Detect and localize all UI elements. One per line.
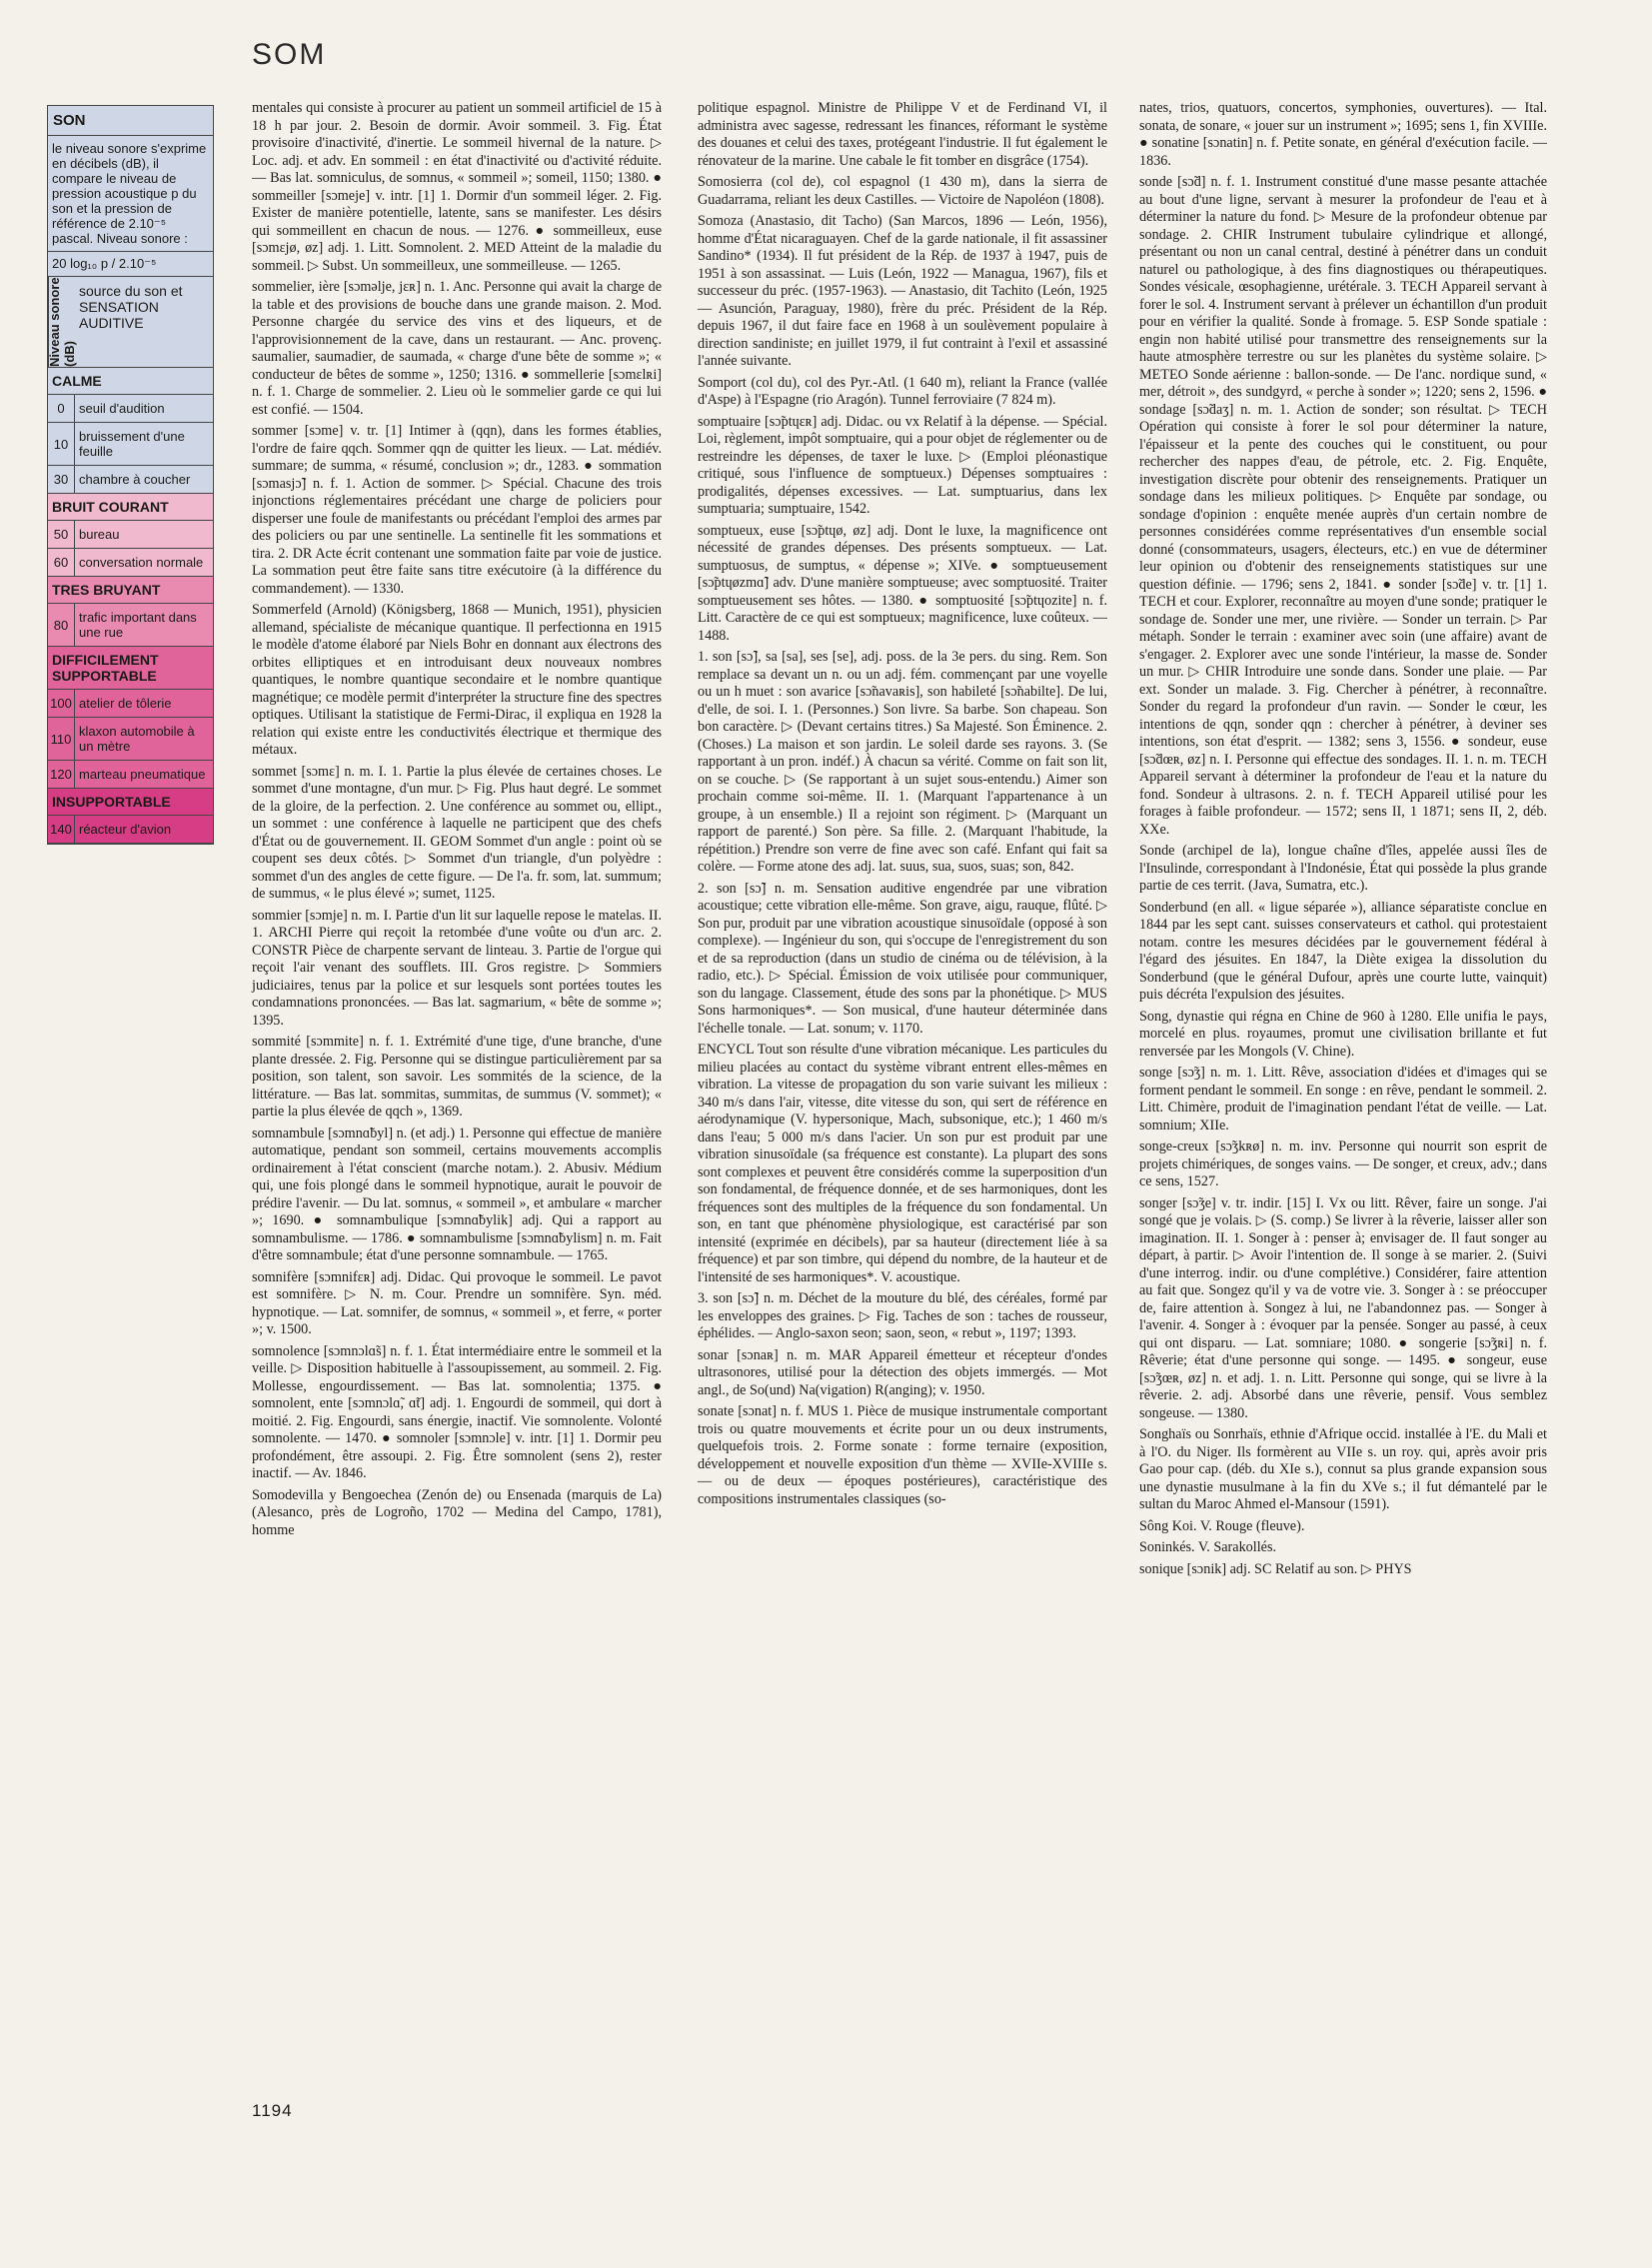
dictionary-entry: sommité [sɔmmite] n. f. 1. Extrémité d'une tige, d'une branche, d'une plante dressée. 2. Fig. Personne qui se distingue particulièrement par sa position, son talent, son savoir. Les sommités de la science, de la littérature. — Bas lat. sommitas, summitas, de summus (V. sommet); « partie la plus élevée de qqch », 1369.	[252, 1034, 662, 1120]
dictionary-entry: sommelier, ière [sɔməlje, jɛʀ] n. 1. Anc. Personne qui avait la charge de la table et des provisions de bouche dans une grande maison. 2. Mod. Personne chargée du service des vins et des liqueurs, et de l'approvisionnement de la cave, dans un restaurant. — Anc. provenç. saumalier, saumadier, de saumada, « charge d'une bête de somme »; « conducteur de bêtes de somme », 1250; 1316. ● sommellerie [sɔmɛlʀi] n. f. 1. Charge de sommelier. 2. Lieu où le sommelier garde ce qui lui est confié. — 1504.	[252, 279, 662, 418]
sidebar-level-row	[48, 395, 213, 423]
dictionary-entry: sonar [sɔnaʀ] n. m. MAR Appareil émetteur et récepteur d'ondes ultrasonores, utilisé pour la détection des objets immergés. — Mot angl., de So(und) Na(vigation) R(anging); v. 1950.	[698, 1346, 1107, 1398]
column-1	[252, 100, 662, 1543]
sidebar-definition: le niveau sonore s'exprime en décibels (dB), il compare le niveau de pression acoustique p du son et la pression de référence de 2.10⁻⁵ pascal. Niveau sonore :	[48, 136, 213, 252]
dictionary-entry: Sông Koi. V. Rouge (fleuve).	[1139, 1517, 1305, 1534]
dictionary-entry: somnambule [sɔmnɑ̃byl] n. (et adj.) 1. Personne qui effectue de manière automatique, pendant son sommeil, certains mouvements accomplis ordinairement à l'état conscient (marche notam.). 2. Abusiv. Médium qui, une fois plongé dans le sommeil hypnotique, aurait le pouvoir de prédire l'avenir. — Du lat. somnus, « sommeil », et ambulare « marcher »; 1690. ● somnambulique [sɔmnɑ̃bylik] adj. Qui a rapport au somnambulisme. — 1786. ● somnambulisme [sɔmnɑ̃bylism] n. m. Fait d'être somnambule; état d'une personne somnambule. — 1765.	[252, 1125, 662, 1263]
dictionary-entry: 3. son [sɔ̃] n. m. Déchet de la mouture du blé, des céréales, formé par les enveloppes des graines. ▷ Fig. Taches de son : taches de rousseur, éphélides. — Anglo-saxon seon; saon, seon, « rebut », 1197; 1393.	[698, 1290, 1107, 1341]
page-number: 1194	[252, 2101, 293, 2120]
dictionary-entry: nates, trios, quatuors, concertos, symphonies, ouvertures). — Ital. sonata, de sonare, « jouer sur un instrument »; 1695; sens 1, fin XVIIIe. ● sonatine [sɔnatin] n. f. Petite sonate, en général d'exécution facile. — 1836.	[1139, 100, 1547, 169]
level-source: marteau pneumatique	[79, 767, 206, 782]
level-value: 60	[48, 549, 75, 576]
dictionary-entry: politique espagnol. Ministre de Philippe V et de Ferdinand VI, il administra avec sagesse, redressant les finances, réformant le système des douanes et celui des taxes, protégeant l'industrie. Il fut également le rénovateur de la marine. Une cabale le fit tomber en disgrâce (1754).	[698, 100, 1107, 169]
column-3	[1139, 100, 1547, 1582]
dictionary-entry: 1. son [sɔ̃], sa [sa], ses [se], adj. poss. de la 3e pers. du sing. Rem. Son remplace sa devant un n. ou un adj. fém. commençant par une voyelle ou un h muet : son avarice [sɔ̃navaʀis], son habileté [sɔ̃nabilte]. De lui, d'elle, de soi. I. 1. (Personnes.) Son livre. Sa barbe. Son chapeau. Son bon caractère. ▷ (Devant certains titres.) Sa Majesté. Son Éminence. 2. (Choses.) La maison et son jardin. Le soleil darde ses rayons. 3. (Se rapportant à un pron. indéf.) À chacun sa vérité. Comme on fait son lit, on se couche. ▷ (Se rapportant à un sujet sous-entendu.) Aimer son prochain comme soi-même. II. 1. (Marquant l'appartenance à un groupe, à un ensemble.) Il a rejoint son régiment. ▷ (Marquant un rapport de parenté.) Son père. Sa fille. 2. (Marquant l'habitude, la répétition.) Prendre son verre de fine avec son café. Enfant qui fait sa colère. — Forme atone des adj. lat. suus, sua, suos, suas; son, 842.	[698, 649, 1107, 875]
sidebar-category: DIFFICILEMENT SUPPORTABLE	[48, 647, 213, 690]
sidebar-level-row	[48, 604, 213, 647]
sidebar-categories	[48, 368, 213, 844]
column-2	[698, 100, 1107, 1512]
level-value: 120	[48, 761, 75, 788]
dictionary-entry: Songhaïs ou Sonrhaïs, ethnie d'Afrique occid. installée à l'E. du Mali et à l'O. du Niger. Ils formèrent au VIIe s. un roy. qui, après avoir pris Gao pour cap. (déb. du XIe s.), connut sa plus grande expansion sous une dynastie musulmane à la fin du XVe s.; il fut démantelé par le sultan du Maroc Ahmed el-Mansour (1591).	[1139, 1426, 1547, 1512]
sidebar-level-row	[48, 816, 213, 844]
sidebar-category: INSUPPORTABLE	[48, 789, 213, 816]
sidebar-level-row	[48, 761, 213, 789]
level-value: 140	[48, 816, 75, 843]
dictionary-entry: somnifère [sɔmnifɛʀ] adj. Didac. Qui provoque le sommeil. Le pavot est somnifère. ▷ N. m. Cour. Prendre un somnifère. Syn. méd. hypnotique. — Lat. somnifer, de somnus, « sommeil », et ferre, « porter »; v. 1500.	[252, 1268, 662, 1337]
level-value: 10	[48, 423, 75, 465]
dictionary-entry: 2. son [sɔ̃] n. m. Sensation auditive engendrée par une vibration acoustique; cette vibration elle-même. Son grave, aigu, rauque, flûté. ▷ Son pur, produit par une vibration acoustique sinusoïdale (opposé à son complexe). — Ingénieur du son, qui s'occupe de l'enregistrement du son et de sa reproduction (dans un studio de cinéma ou de télévision, à la radio, etc.). ▷ Spécial. Émission de voix utilisée pour communiquer, son du langage. Classement, étude des sons par la phonétique. ▷ MUS Sons harmoniques*. — Son musical, d'une hauteur déterminée dans l'échelle tonale. — Lat. sonum; v. 1170.	[698, 880, 1107, 1037]
sidebar-category: BRUIT COURANT	[48, 494, 213, 521]
dictionary-entry: songe-creux [sɔ̃ʒkʀø] n. m. inv. Personne qui nourrit son esprit de projets chimériques, de songes vains. — De songer, et creux, adv.; dans ce sens, 1527.	[1139, 1138, 1547, 1189]
dictionary-entry: Sommerfeld (Arnold) (Königsberg, 1868 — Munich, 1951), physicien allemand, spécialiste de mécanique quantique. Il perfectionna en 1915 le modèle d'atome élaboré par Niels Bohr en donnant aux électrons des orbites elliptiques et en introduisant deux nouveaux nombres quantiques, le nombre quantique secondaire et le nombre quantique magnétique; ce modèle permit d'interpréter la structure fine des spectres optiques. Utilisant la statistique de Fermi-Dirac, il expliqua en 1928 la relation qui existe entre les conductivités électrique et thermique des métaux.	[252, 602, 662, 758]
dictionary-entry: ENCYCL Tout son résulte d'une vibration mécanique. Les particules du milieu placées au contact du système vibrant entrent elles-mêmes en vibration. La vitesse de propagation du son varie suivant les milieux : 340 m/s dans l'air, vitesse, dite vitesse du son, qui sert de référence en aérodynamique (V. hypersonique, Mach, subsonique, etc.); 1 460 m/s dans l'eau; 5 000 m/s dans l'acier. Un son pur est produit par une vibration sinusoïdale (sa fréquence est constante). La plupart des sons sont complexes et peuvent être considérés comme la superposition d'un son fondamental, de fréquence donnée, et de ses harmoniques, dont les fréquences sont des multiples de la fréquence du son fondamental. Un son, en tant que phénomène physiologique, est caractérisé par son intensité (exprimée en décibels), par sa hauteur (directement liée à sa fréquence) et par son timbre, qui dépend du nombre, de la hauteur et de l'intensité de ses harmoniques*. V. acoustique.	[698, 1042, 1107, 1285]
dictionary-entry: somptueux, euse [sɔ̃ptɥø, øz] adj. Dont le luxe, la magnificence ont nécessité de grandes dépenses. Des présents somptueux. — Lat. sumptuosus, de sumptus, « dépense »; XIVe. ● somptueusement [sɔ̃ptɥøzmɑ̃] adv. D'une manière somptueuse; avec somptuosité. Traiter somptueusement ses hôtes. — 1380. ● somptuosité [sɔ̃ptɥozite] n. f. Litt. Caractère de ce qui est somptueux; magnificence, luxe coûteux. — 1488.	[698, 522, 1107, 644]
dictionary-entry: sonde [sɔ̃d] n. f. 1. Instrument constitué d'une masse pesante attachée au bout d'une ligne, servant à mesurer la profondeur de l'eau et à déterminer la nature du fond. ▷ Mesure de la profondeur obtenue par sondage. 2. CHIR Instrument tubulaire cylindrique et allongé, présentant ou non un canal central, destiné à pénétrer dans un conduit naturel ou pathologique, à des fins diagnostiques ou thérapeutiques. Sondes vésicale, œsophagienne, urétérale. 3. TECH Appareil servant à forer le sol. 4. Instrument servant à prélever un échantillon d'un produit pour en vérifier la qualité. Sonde à fromage. 5. ESP Sonde spatiale : engin non habité utilisé pour transmettre des renseignements sur la haute atmosphère terrestre ou sur les planètes du système solaire. ▷ METEO Sonde aérienne : ballon-sonde. — De l'anc. nordique sund, « mer, détroit », des sundgyrd, « perche à sonder »; 1220; sens 2, 1596. ● sondage [sɔ̃daʒ] n. m. 1. Action de sonder; son résultat. ▷ TECH Opération qui consiste à forer le sol pour déterminer la nature, l'épaisseur et la pente des couches qui le constituent, ou pour rechercher des nappes d'eau, de pétrole, etc. 2. Fig. Enquête, investigation discrète pour obtenir des renseignements. Pratiquer un sondage dans les milieux politiques. ▷ Enquête par sondage, ou sondage d'opinion : enquête menée auprès d'un certain nombre de personnes considérées comme représentatives d'un ensemble social donné (consommateurs, usagers, électeurs, etc.) en vue de déterminer leur opinion ou d'obtenir des renseignements statistiques sur une question définie. — 1796; sens 2, 1841. ● sonder [sɔ̃de] v. tr. [1] 1. TECH et cour. Explorer, reconnaître au moyen d'une sonde; pratiquer le sondage de. Sonder une mer, une rivière. — Sonder un terrain. ▷ Par métaph. Sonder le terrain : examiner avec soin (une affaire) avant de s'engager. 2. Explorer avec une sonde l'intérieur, la masse de. Sonder un mur. ▷ CHIR Introduire une sonde dans. Sonder une plaie. — Par ext. Sonder un malade. 3. Fig. Chercher à pénétrer, à reconnaître. Sonder du regard la profondeur d'un ravin. — Sonder le cœur, les intentions de qqn, sonder qqn : chercher à pénétrer, à deviner ses intentions, son état d'esprit. — 1382; sens 3, 1556. ● sondeur, euse [sɔ̃dœʀ, øz] n. I. Personne qui effectue des sondages. II. 1. n. m. TECH Appareil servant à déterminer la profondeur de l'eau et la nature du fond. Sondeur à ultrasons. 2. n. f. TECH Appareil utilisé pour les forages à faible profondeur. — 1572; sens II, 1 1871; sens II, 2, déb. XXe.	[1139, 174, 1547, 838]
level-value: 0	[48, 395, 75, 422]
level-source: bruissement d'une feuille	[79, 429, 185, 459]
sidebar-category: TRES BRUYANT	[48, 577, 213, 604]
level-value: 100	[48, 690, 75, 717]
level-value: 50	[48, 521, 75, 548]
dictionary-entry: songer [sɔ̃ʒe] v. tr. indir. [15] I. Vx ou litt. Rêver, faire un songe. J'ai songé que je volais. ▷ (S. comp.) Se livrer à la rêverie, laisser aller son imagination. II. 1. Songer à : penser à; envisager de. Il faut songer au départ, à partir. ▷ Avoir l'intention de. Il songe à se marier. 2. (Suivi d'une interrog. indir. ou d'une complétive.) Considérer, faire attention au fait que. Songez qu'il y va de votre vie. 3. Songer à : se préoccuper de, faire attention à. Songez à lui, ne l'abandonnez pas. — Songer à l'avenir. 4. Songer à : évoquer par la pensée. Songer au passé, à ceux qui ont disparu. — Lat. somniare; 1080. ● songerie [sɔ̃ʒʀi] n. f. Rêverie; état d'une personne qui songe. — 1495. ● songeur, euse [sɔ̃ʒœʀ, øz] n. et adj. 1. n. Litt. Personne qui songe, qui se livre à la rêverie. 2. adj. Absorbé dans une rêverie, pensif. Vous semblez songeuse. — 1380.	[1139, 1194, 1547, 1421]
sidebar-level-row	[48, 549, 213, 577]
dictionary-entry: Somport (col du), col des Pyr.-Atl. (1 640 m), reliant la France (vallée d'Aspe) à l'Espagne (rio Aragón). Tunnel ferroviaire (7 824 m).	[698, 374, 1107, 408]
sidebar-level-row	[48, 718, 213, 761]
dictionary-entry: sonique [sɔnik] adj. SC Relatif au son. ▷ PHYS	[1139, 1560, 1412, 1577]
sidebar-level-row	[48, 690, 213, 718]
sidebar-level-row	[48, 521, 213, 549]
level-source: réacteur d'avion	[79, 822, 172, 837]
sound-level-table	[47, 105, 214, 845]
running-head: SOM	[252, 38, 327, 71]
axis-label: Niveau sonore (dB)	[47, 277, 77, 367]
level-source: klaxon automobile à un mètre	[79, 724, 195, 754]
dictionary-entry: Sonderbund (en all. « ligue séparée »), alliance séparatiste conclue en 1844 par les sept cant. suisses conservateurs et cathol. qui protestaient notam. contre les mesures décidées par le gouvernement fédéral à l'égard des jésuites. En 1847, la Diète exigea la dissolution du Sonderbund (que le général Dufour, après une courte lutte, vainquit) puis décréta l'expulsion des jésuites.	[1139, 899, 1547, 1003]
level-source: conversation normale	[79, 555, 204, 570]
dictionary-entry: sommer [sɔme] v. tr. [1] Intimer à (qqn), dans les formes établies, l'ordre de faire qqch. Sommer qqn de quitter les lieux. — Lat. médiév. summare; de summa, « résumé, conclusion »; dr., 1283. ● sommation [sɔmasjɔ̃] n. f. 1. Action de sommer. ▷ Spécial. Chacune des trois injonctions réglementaires précédant une charge de policiers pour disperser une foule de manifestants ou précédant l'emploi des armes par des policiers ou par une sentinelle. La sentinelle fit les sommations et tira. 2. DR Acte écrit contenant une sommation faite par voie de justice. La sommation peut être faite sans titre exécutoire (à la différence du commandement). — 1330.	[252, 423, 662, 597]
level-source: chambre à coucher	[79, 472, 191, 487]
dictionary-entry: sommet [sɔmɛ] n. m. I. 1. Partie la plus élevée de certaines choses. Le sommet d'une montagne, d'un mur. ▷ Fig. Plus haut degré. Le sommet de la gloire, de la perfection. 2. Une conférence au sommet ou, ellipt., un sommet : une conférence à laquelle ne participent que des chefs d'État ou de gouvernement. II. GEOM Sommet d'un angle : point où se coupent ses deux côtés. ▷ Sommet d'un triangle, d'un polyèdre : sommet d'un des angles de cette figure. — De l'a. fr. som, lat. summum; de summus, « le plus élevé »; sumet, 1125.	[252, 763, 662, 902]
level-source: seuil d'audition	[79, 401, 165, 416]
sidebar-level-row	[48, 466, 213, 494]
dictionary-entry: Somosierra (col de), col espagnol (1 430 m), dans la sierra de Guadarrama, reliant les deux Castilles. — Victoire de Napoléon (1808).	[698, 174, 1107, 208]
axis-description: source du son et SENSATION AUDITIVE	[79, 283, 183, 331]
dictionary-entry: somptuaire [sɔ̃ptɥɛʀ] adj. Didac. ou vx Relatif à la dépense. — Spécial. Loi, règlement, impôt somptuaire, qui a pour objet de réglementer ou de restreindre les dépenses, de taxer le luxe. ▷ (Emploi pléonastique critiqué, sous l'influence de somptueux.) Dépenses somptuaires : prodigalités, dépenses excessives. — Lat. sumptuarius, dans lex sumptuaria; sumptuaire, 1542.	[698, 413, 1107, 517]
dictionary-entry: Song, dynastie qui régna en Chine de 960 à 1280. Elle unifia le pays, morcelé en plus. royaumes, promut une civilisation brillante et fut renversée par les Mongols (V. Chine).	[1139, 1008, 1547, 1060]
sidebar-category: CALME	[48, 368, 213, 395]
sidebar-formula: 20 log₁₀ p / 2.10⁻⁵	[48, 252, 213, 277]
dictionary-entry: somnolence [sɔmnɔlɑ̃s] n. f. 1. État intermédiaire entre le sommeil et la veille. ▷ Disposition habituelle à l'assoupissement, au sommeil. 2. Fig. Mollesse, engourdissement. — Bas lat. somnolentia; 1375. ● somnolent, ente [sɔmnɔlɑ̃, ɑ̃t] adj. 1. Engourdi de sommeil, qui dort à moitié. 2. Fig. Engourdi, sans énergie, inactif. Vie somnolente. Volonté somnolente. — 1470. ● somnoler [sɔmnɔle] v. intr. [1] 1. Dormir peu profondément, être assoupi. 2. Fig. Être somnolent (sens 2), rester inactif. — Av. 1846.	[252, 1342, 662, 1481]
level-source: atelier de tôlerie	[79, 696, 172, 711]
dictionary-entry: mentales qui consiste à procurer au patient un sommeil artificiel de 15 à 18 h par jour. 2. Besoin de dormir. Avoir sommeil. 3. Fig. État provisoire d'inactivité, d'inertie. Le sommeil hivernal de la nature. ▷ Loc. adj. et adv. En sommeil : en état d'inactivité ou d'activité réduite. — Bas lat. somniculus, de somnus, « sommeil »; someil, 1150; 1380. ● sommeiller [sɔmeje] v. intr. [1] 1. Dormir d'un sommeil léger. 2. Fig. Exister de manière potentielle, latente, sans se manifester. Les désirs qui sommeillent en chacun de nous. — 1276. ● sommeilleux, euse [sɔmɛjø, øz] adj. 1. Litt. Somnolent. 2. MED Atteint de la maladie du sommeil. ▷ Subst. Un sommeilleux, une sommeilleuse. — 1265.	[252, 100, 662, 274]
level-source: bureau	[79, 527, 120, 542]
level-source: trafic important dans une rue	[79, 610, 197, 640]
sidebar-level-row	[48, 423, 213, 466]
dictionary-entry: sommier [sɔmje] n. m. I. Partie d'un lit sur laquelle repose le matelas. II. 1. ARCHI Pierre qui reçoit la retombée d'une voûte ou d'un arc. 2. CONSTR Pièce de charpente servant de linteau. 3. Partie de l'orgue qui reçoit l'air venant des soufflets. III. Gros registre. ▷ Sommiers judiciaires, tenus par la police et sur lesquels sont portées toutes les condamnations prononcées. — Bas lat. sagmarium, « bête de somme »; 1395.	[252, 907, 662, 1029]
dictionary-entry: songe [sɔ̃ʒ] n. m. 1. Litt. Rêve, association d'idées et d'images qui se forment pendant le sommeil. En songe : en rêve, pendant le sommeil. 2. Litt. Chimère, produit de l'imagination pendant l'état de veille. — Lat. somnium; XIIe.	[1139, 1065, 1547, 1134]
sidebar-title: SON	[48, 106, 213, 136]
sidebar-axis-header	[48, 277, 213, 368]
dictionary-entry: Soninkés. V. Sarakollés.	[1139, 1539, 1277, 1555]
level-value: 30	[48, 466, 75, 493]
level-value: 110	[48, 718, 75, 760]
level-value: 80	[48, 604, 75, 646]
dictionary-entry: Somoza (Anastasio, dit Tacho) (San Marcos, 1896 — León, 1956), homme d'État nicaraguayen. Chef de la garde nationale, il fit assassiner Sandino* (1934). Il fut président de la Rép. de 1937 à 1947, puis de 1951 à son assassinat. — Luis (León, 1922 — Managua, 1967), fils et successeur du préc. (1957-1963). — Anastasio, dit Tachito (León, 1925 — Asunción, Paraguay, 1980), frère du préc. Président de la Rép. depuis 1967, il dut faire face en 1968 à un soulèvement populaire à direction sandiniste; en juillet 1979, il fut contraint à l'exil et assassiné l'année suivante.	[698, 213, 1107, 369]
dictionary-entry: Sonde (archipel de la), longue chaîne d'îles, appelée aussi îles de l'Insulinde, correspondant à l'Indonésie, État qui possède la plus grande partie de ces territ. (Java, Sumatra, etc.).	[1139, 843, 1547, 894]
dictionary-entry: sonate [sɔnat] n. f. MUS 1. Pièce de musique instrumentale comportant trois ou quatre mouvements et écrite pour un ou deux instruments, quelquefois trois. 2. Forme sonate : forme ternaire (exposition, développement et nouvelle exposition d'un thème — XVIIe-XVIIIe s. — ou de deux — époques postérieures), caractéristique des compositions instrumentales classiques (so-	[698, 1403, 1107, 1507]
dictionary-entry: Somodevilla y Bengoechea (Zenón de) ou Ensenada (marquis de La) (Alesanco, près de Logroño, 1702 — Medina del Campo, 1781), homme	[252, 1486, 662, 1538]
